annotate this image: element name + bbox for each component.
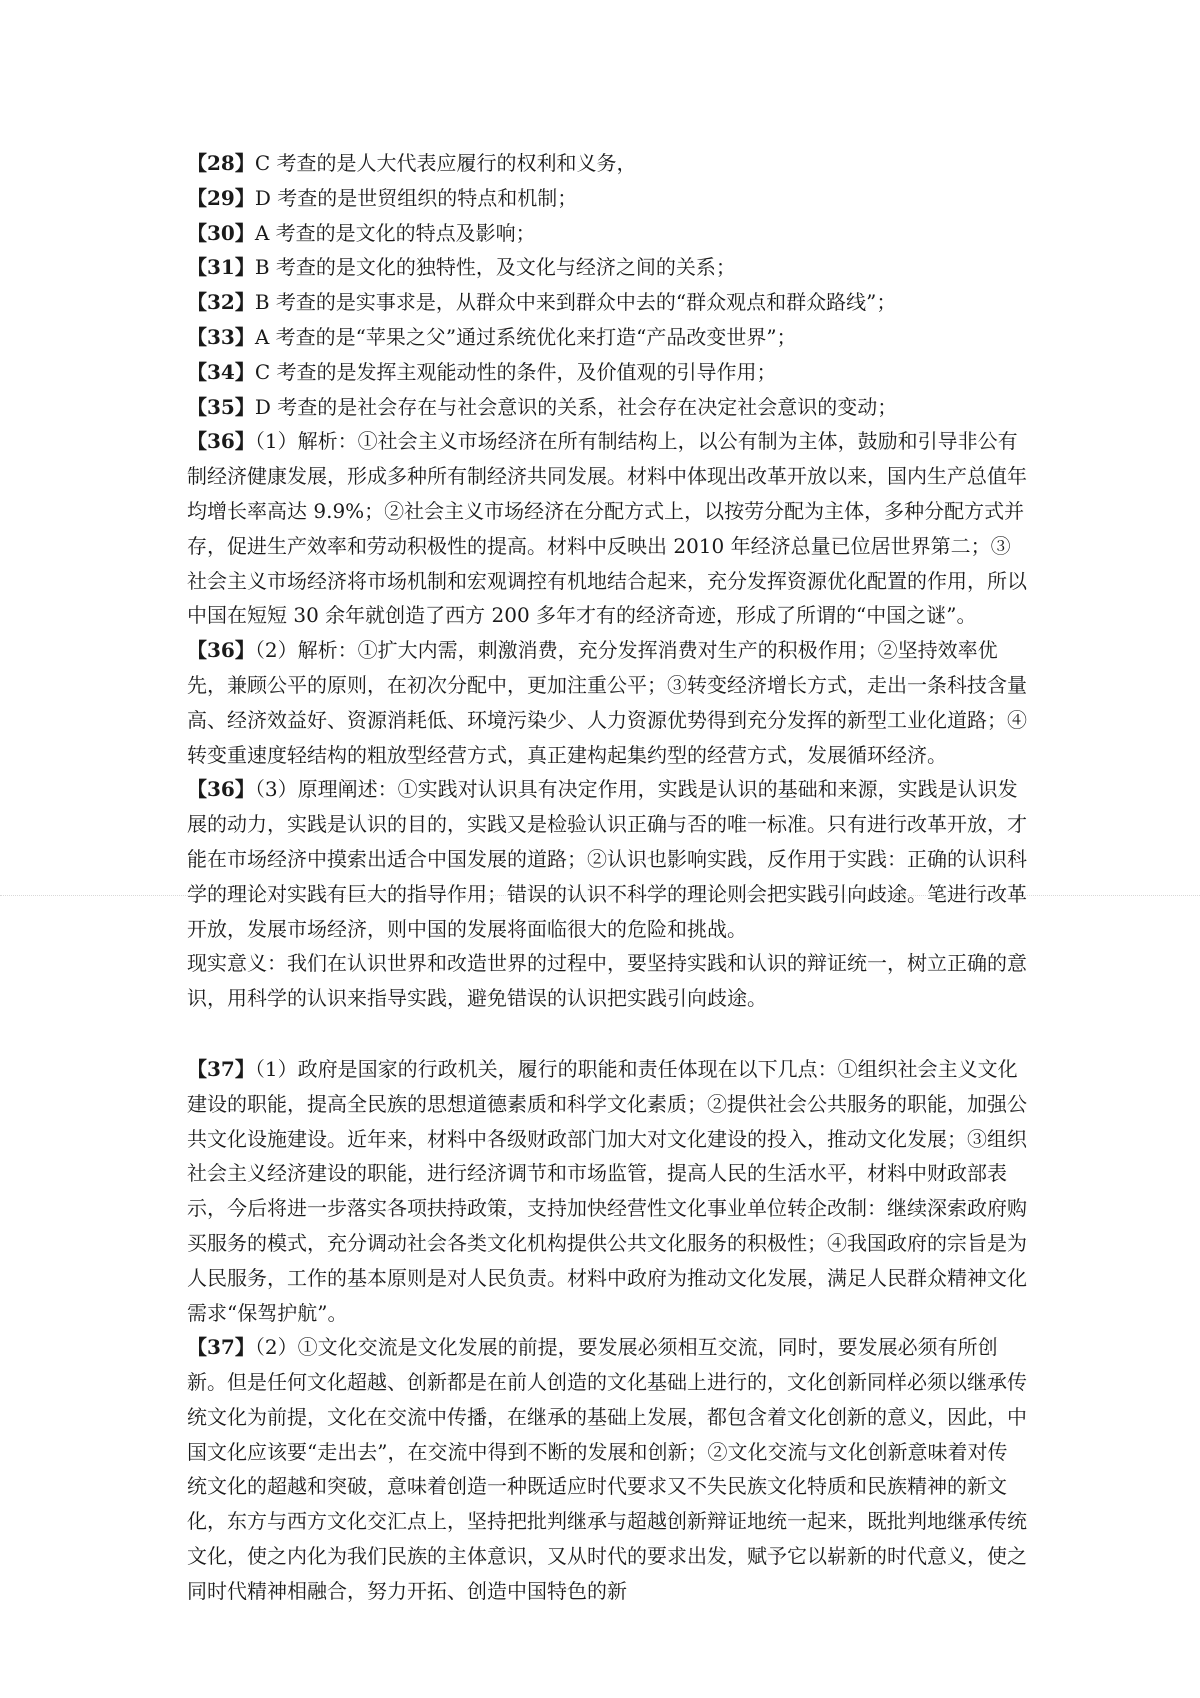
question-number: 【36】 bbox=[187, 638, 255, 663]
question-number: 【32】 bbox=[187, 290, 255, 315]
answer-text: A 考查的是文化的特点及影响； bbox=[254, 220, 536, 245]
question-number: 【30】 bbox=[187, 220, 255, 245]
answer-35 bbox=[187, 390, 1027, 425]
question-number: 【35】 bbox=[187, 394, 255, 419]
answer-text: B 考查的是实事求是，从群众中来到群众中去的“群众观点和群众路线”； bbox=[254, 290, 897, 315]
answer-text: （1）解析：①社会主义市场经济在所有制结构上，以公有制为主体，鼓励和引导非公有制经济健康发展，形成多种所有制经济共同发展。材料中体现出改革开放以来，国内生产总值年均增长率高达 9.9%；②社会主义市场经济在分配方式上，以按劳分配为主体，多种分配方式并存，促进生产效率和劳动积极性的提高。材料中反映出 2010 年经济总量已位居世界第二；③社会主义市场经济将市场机制和宏观调控有机地结合起来，充分发挥资源优化配置的作用，所以中国在短短 30 余年就创造了西方 200 多年才有的经济奇迹，形成了所谓的“中国之谜”。 bbox=[187, 429, 1027, 628]
answer-30 bbox=[187, 216, 1027, 251]
question-number: 【36】 bbox=[187, 429, 255, 454]
answer-36-part-2 bbox=[187, 633, 1027, 772]
answer-37-part-1 bbox=[187, 1052, 1027, 1330]
answer-text: （2）①文化交流是文化发展的前提，要发展必须相互交流，同时，要发展必须有所创新。但是任何文化超越、创新都是在前人创造的文化基础上进行的，文化创新同样必须以继承传统文化为前提，文化在交流中传播，在继承的基础上发展，都包含着文化创新的意义，因此，中国文化应该要“走出去”，在交流中得到不断的发展和创新；②文化交流与文化创新意味着对传统文化的超越和突破，意味着创造一种既适应时代要求又不失民族文化特质和民族精神的新文化，东方与西方文化交汇点上，坚持把批判继承与超越创新辩证地统一起来，既批判地继承传统文化，使之内化为我们民族的主体意识，又从时代的要求出发，赋予它以崭新的时代意义，使之同时代精神相融合，努力开拓、创造中国特色的新 bbox=[187, 1335, 1027, 1603]
answer-text: D 考查的是社会存在与社会意识的关系，社会存在决定社会意识的变动； bbox=[254, 394, 898, 419]
answer-32 bbox=[187, 285, 1027, 320]
answer-29 bbox=[187, 181, 1027, 216]
answer-31 bbox=[187, 250, 1027, 285]
answer-text: （1）政府是国家的行政机关，履行的职能和责任体现在以下几点：①组织社会主义文化建设的职能，提高全民族的思想道德素质和科学文化素质；②提供社会公共服务的职能，加强公共文化设施建设。近年来，材料中各级财政部门加大对文化建设的投入，推动文化发展；③组织社会主义经济建设的职能，进行经济调节和市场监管，提高人民的生活水平，材料中财政部表示，今后将进一步落实各项扶持政策，支持加快经营性文化事业单位转企改制：继续深索政府购买服务的模式，充分调动社会各类文化机构提供公共文化服务的积极性；④我国政府的宗旨是为人民服务，工作的基本原则是对人民负责。材料中政府为推动文化发展，满足人民群众精神文化需求“保驾护航”。 bbox=[187, 1056, 1027, 1325]
answer-37-part-2 bbox=[187, 1330, 1027, 1608]
answer-33 bbox=[187, 320, 1027, 355]
answer-text: B 考查的是文化的独特性，及文化与经济之间的关系； bbox=[254, 255, 736, 280]
answer-text: C 考查的是发挥主观能动性的条件，及价值观的引导作用； bbox=[254, 359, 777, 384]
question-number: 【29】 bbox=[187, 185, 255, 210]
question-number: 【34】 bbox=[187, 359, 255, 384]
answer-text: D 考查的是世贸组织的特点和机制； bbox=[254, 185, 578, 210]
question-number: 【28】 bbox=[187, 151, 255, 175]
answer-text: C 考查的是人大代表应履行的权利和义务， bbox=[254, 151, 637, 175]
answer-34 bbox=[187, 355, 1027, 390]
answer-36-part-1 bbox=[187, 424, 1027, 633]
section-gap bbox=[187, 1016, 1027, 1052]
question-number: 【36】 bbox=[187, 777, 255, 802]
question-number: 【37】 bbox=[187, 1056, 255, 1081]
answer-document bbox=[187, 146, 1027, 1609]
answer-text: （2）解析：①扩大内需，刺激消费，充分发挥消费对生产的积极作用；②坚持效率优先，兼顾公平的原则，在初次分配中，更加注重公平；③转变经济增长方式，走出一条科技含量高、经济效益好、资源消耗低、环境污染少、人力资源优势得到充分发挥的新型工业化道路；④转变重速度轻结构的粗放型经营方式，真正建构起集约型的经营方式，发展循环经济。 bbox=[187, 638, 1027, 767]
question-number: 【33】 bbox=[187, 324, 255, 349]
question-number: 【37】 bbox=[187, 1335, 255, 1360]
answer-text: A 考查的是“苹果之父”通过系统优化来打造“产品改变世界”； bbox=[254, 324, 797, 349]
answer-text: （3）原理阐述：①实践对认识具有决定作用，实践是认识的基础和来源，实践是认识发展的动力，实践是认识的目的，实践又是检验认识正确与否的唯一标准。只有进行改革开放，才能在市场经济中摸索出适合中国发展的道路；②认识也影响实践，反作用于实践：正确的认识科学的理论对实践有巨大的指导作用；错误的认识不科学的理论则会把实践引向歧途。笔进行改革开放，发展市场经济，则中国的发展将面临很大的危险和挑战。 bbox=[187, 777, 1027, 941]
answer-36-part-3 bbox=[187, 772, 1027, 946]
answer-36-significance: 现实意义：我们在认识世界和改造世界的过程中，要坚持实践和认识的辩证统一，树立正确的意识，用科学的认识来指导实践，避免错误的认识把实践引向歧途。 bbox=[187, 951, 1027, 1011]
answer-28 bbox=[187, 146, 1027, 181]
question-number: 【31】 bbox=[187, 255, 255, 280]
